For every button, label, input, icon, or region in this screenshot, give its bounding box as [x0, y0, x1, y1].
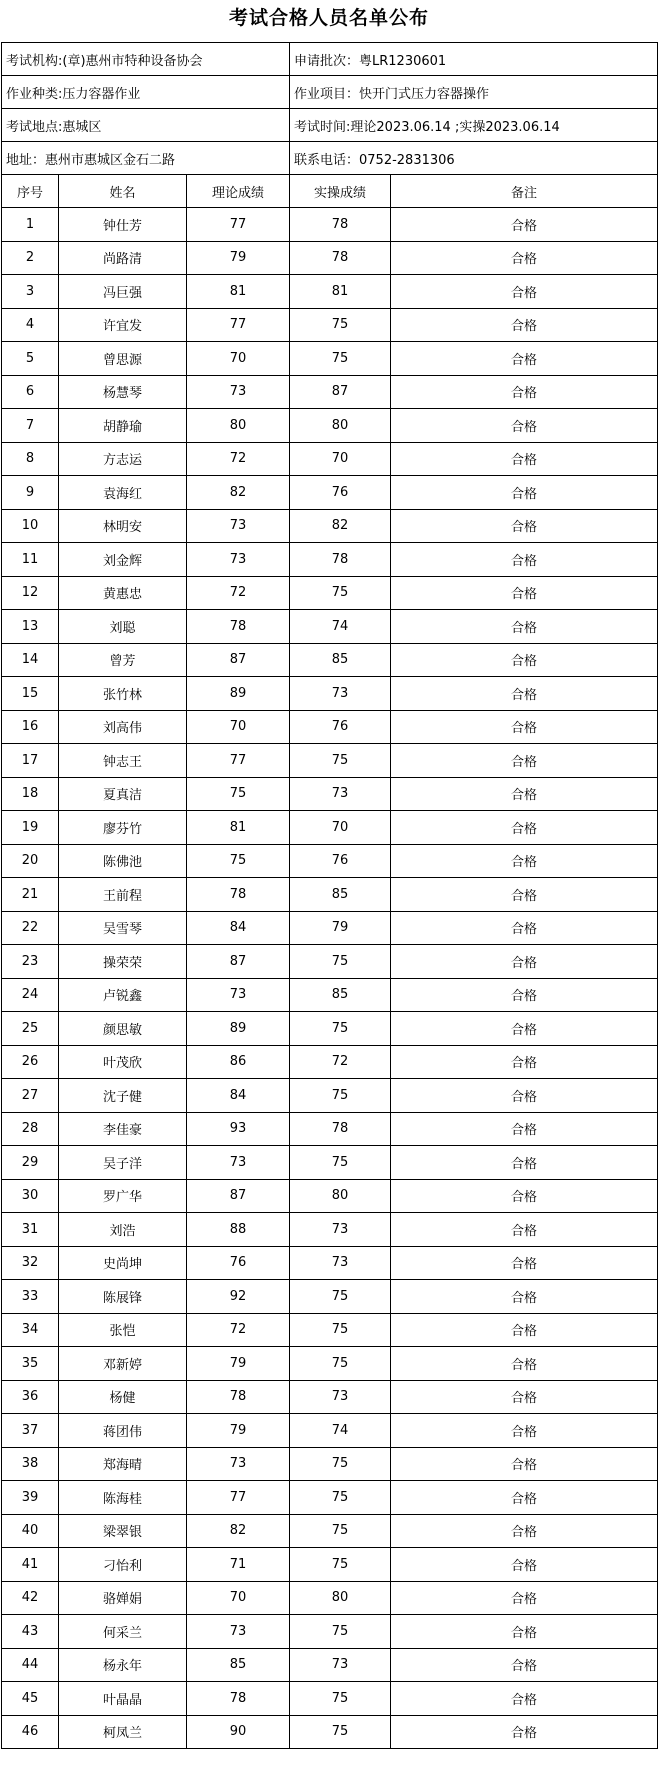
table-row	[2, 1380, 658, 1414]
cell-practical-score: 85	[290, 978, 391, 1012]
cell-index: 35	[2, 1347, 59, 1381]
cell-name: 柯凤兰	[59, 1715, 187, 1749]
cell-remark: 合格	[391, 1447, 658, 1481]
cell-practical-score: 75	[290, 1447, 391, 1481]
cell-theory-score: 89	[187, 1012, 290, 1046]
cell-remark: 合格	[391, 342, 658, 376]
cell-name: 钟志王	[59, 744, 187, 778]
cell-remark: 合格	[391, 476, 658, 510]
cell-index: 1	[2, 208, 59, 242]
cell-remark: 合格	[391, 543, 658, 577]
table-row	[2, 1414, 658, 1448]
contact-phone: 联系电话：0752-2831306	[290, 142, 658, 175]
cell-remark: 合格	[391, 1514, 658, 1548]
cell-index: 6	[2, 375, 59, 409]
cell-name: 陈海桂	[59, 1481, 187, 1515]
cell-remark: 合格	[391, 1045, 658, 1079]
cell-index: 18	[2, 777, 59, 811]
table-row	[2, 543, 658, 577]
cell-theory-score: 92	[187, 1280, 290, 1314]
cell-name: 钟仕芳	[59, 208, 187, 242]
cell-index: 46	[2, 1715, 59, 1749]
cell-practical-score: 75	[290, 1548, 391, 1582]
cell-index: 7	[2, 409, 59, 443]
cell-remark: 合格	[391, 1213, 658, 1247]
cell-remark: 合格	[391, 1581, 658, 1615]
table-row	[2, 476, 658, 510]
cell-theory-score: 77	[187, 1481, 290, 1515]
cell-index: 43	[2, 1615, 59, 1649]
cell-practical-score: 74	[290, 610, 391, 644]
cell-name: 林明安	[59, 509, 187, 543]
column-header-theory-score: 理论成绩	[187, 175, 290, 208]
exam-location: 考试地点:惠城区	[2, 109, 290, 142]
cell-practical-score: 80	[290, 409, 391, 443]
cell-remark: 合格	[391, 275, 658, 309]
column-header-name: 姓名	[59, 175, 187, 208]
cell-index: 22	[2, 911, 59, 945]
cell-index: 13	[2, 610, 59, 644]
table-row	[2, 576, 658, 610]
cell-theory-score: 82	[187, 1514, 290, 1548]
table-row	[2, 844, 658, 878]
table-row	[2, 1581, 658, 1615]
cell-name: 刘金辉	[59, 543, 187, 577]
cell-theory-score: 81	[187, 275, 290, 309]
cell-practical-score: 78	[290, 208, 391, 242]
cell-remark: 合格	[391, 878, 658, 912]
cell-name: 操荣荣	[59, 945, 187, 979]
cell-remark: 合格	[391, 1280, 658, 1314]
application-batch: 申请批次：粤LR1230601	[290, 43, 658, 76]
cell-practical-score: 73	[290, 777, 391, 811]
cell-index: 28	[2, 1112, 59, 1146]
table-row	[2, 1146, 658, 1180]
cell-name: 刘聪	[59, 610, 187, 644]
cell-remark: 合格	[391, 911, 658, 945]
cell-practical-score: 75	[290, 1481, 391, 1515]
cell-name: 胡静瑜	[59, 409, 187, 443]
cell-theory-score: 73	[187, 543, 290, 577]
cell-theory-score: 73	[187, 375, 290, 409]
address: 地址：惠州市惠城区金石二路	[2, 142, 290, 175]
cell-index: 37	[2, 1414, 59, 1448]
cell-remark: 合格	[391, 643, 658, 677]
cell-name: 郑海晴	[59, 1447, 187, 1481]
cell-theory-score: 72	[187, 576, 290, 610]
cell-remark: 合格	[391, 811, 658, 845]
cell-index: 21	[2, 878, 59, 912]
cell-theory-score: 81	[187, 811, 290, 845]
table-row	[2, 777, 658, 811]
table-row	[2, 1715, 658, 1749]
table-row	[2, 1682, 658, 1716]
cell-index: 41	[2, 1548, 59, 1582]
cell-index: 12	[2, 576, 59, 610]
cell-remark: 合格	[391, 375, 658, 409]
cell-theory-score: 75	[187, 844, 290, 878]
cell-index: 9	[2, 476, 59, 510]
table-row	[2, 1447, 658, 1481]
cell-index: 38	[2, 1447, 59, 1481]
cell-remark: 合格	[391, 945, 658, 979]
cell-name: 夏真洁	[59, 777, 187, 811]
cell-practical-score: 80	[290, 1581, 391, 1615]
cell-theory-score: 78	[187, 878, 290, 912]
cell-index: 16	[2, 710, 59, 744]
cell-index: 42	[2, 1581, 59, 1615]
cell-index: 26	[2, 1045, 59, 1079]
table-row	[2, 1112, 658, 1146]
cell-index: 29	[2, 1146, 59, 1180]
cell-theory-score: 85	[187, 1648, 290, 1682]
cell-practical-score: 75	[290, 1715, 391, 1749]
table-row	[2, 643, 658, 677]
cell-remark: 合格	[391, 1079, 658, 1113]
cell-name: 张恺	[59, 1313, 187, 1347]
cell-theory-score: 77	[187, 744, 290, 778]
cell-theory-score: 80	[187, 409, 290, 443]
cell-name: 刘高伟	[59, 710, 187, 744]
cell-theory-score: 90	[187, 1715, 290, 1749]
cell-theory-score: 71	[187, 1548, 290, 1582]
table-row	[2, 308, 658, 342]
cell-remark: 合格	[391, 610, 658, 644]
cell-practical-score: 81	[290, 275, 391, 309]
cell-theory-score: 77	[187, 308, 290, 342]
cell-index: 3	[2, 275, 59, 309]
cell-index: 15	[2, 677, 59, 711]
cell-theory-score: 73	[187, 978, 290, 1012]
cell-practical-score: 75	[290, 1280, 391, 1314]
table-row	[2, 1514, 658, 1548]
cell-name: 刁怡利	[59, 1548, 187, 1582]
cell-index: 2	[2, 241, 59, 275]
cell-practical-score: 85	[290, 878, 391, 912]
cell-practical-score: 76	[290, 844, 391, 878]
cell-practical-score: 75	[290, 1012, 391, 1046]
cell-practical-score: 75	[290, 1079, 391, 1113]
results-table	[1, 42, 658, 1749]
cell-remark: 合格	[391, 1347, 658, 1381]
cell-remark: 合格	[391, 1548, 658, 1582]
table-row	[2, 342, 658, 376]
cell-practical-score: 73	[290, 1648, 391, 1682]
table-row	[2, 1548, 658, 1582]
cell-remark: 合格	[391, 1615, 658, 1649]
cell-remark: 合格	[391, 1682, 658, 1716]
cell-remark: 合格	[391, 1313, 658, 1347]
table-row	[2, 1615, 658, 1649]
cell-index: 39	[2, 1481, 59, 1515]
cell-practical-score: 75	[290, 1146, 391, 1180]
table-row	[2, 241, 658, 275]
cell-name: 吴子洋	[59, 1146, 187, 1180]
table-header-row	[2, 175, 658, 208]
cell-name: 刘浩	[59, 1213, 187, 1247]
cell-remark: 合格	[391, 1715, 658, 1749]
cell-name: 叶茂欣	[59, 1045, 187, 1079]
cell-theory-score: 70	[187, 342, 290, 376]
table-row	[2, 509, 658, 543]
cell-name: 梁翠银	[59, 1514, 187, 1548]
table-row	[2, 1179, 658, 1213]
cell-remark: 合格	[391, 442, 658, 476]
table-row	[2, 375, 658, 409]
info-row	[2, 109, 658, 142]
table-row	[2, 978, 658, 1012]
cell-index: 5	[2, 342, 59, 376]
cell-practical-score: 76	[290, 476, 391, 510]
cell-theory-score: 73	[187, 1615, 290, 1649]
cell-practical-score: 75	[290, 945, 391, 979]
cell-index: 10	[2, 509, 59, 543]
cell-theory-score: 70	[187, 710, 290, 744]
table-row	[2, 1045, 658, 1079]
cell-index: 33	[2, 1280, 59, 1314]
cell-remark: 合格	[391, 1648, 658, 1682]
cell-name: 卢锐鑫	[59, 978, 187, 1012]
table-row	[2, 1246, 658, 1280]
cell-index: 30	[2, 1179, 59, 1213]
cell-theory-score: 82	[187, 476, 290, 510]
cell-name: 骆婵娟	[59, 1581, 187, 1615]
page-title: 考试合格人员名单公布	[228, 7, 429, 29]
cell-practical-score: 75	[290, 1615, 391, 1649]
cell-theory-score: 84	[187, 1079, 290, 1113]
cell-name: 尚路清	[59, 241, 187, 275]
cell-name: 陈佛池	[59, 844, 187, 878]
table-row	[2, 1280, 658, 1314]
cell-practical-score: 70	[290, 442, 391, 476]
cell-practical-score: 73	[290, 1213, 391, 1247]
cell-remark: 合格	[391, 844, 658, 878]
cell-name: 杨永年	[59, 1648, 187, 1682]
cell-practical-score: 72	[290, 1045, 391, 1079]
info-row	[2, 43, 658, 76]
cell-name: 黄惠忠	[59, 576, 187, 610]
cell-remark: 合格	[391, 744, 658, 778]
cell-index: 17	[2, 744, 59, 778]
table-row	[2, 1213, 658, 1247]
cell-theory-score: 79	[187, 1347, 290, 1381]
cell-practical-score: 75	[290, 1514, 391, 1548]
cell-index: 36	[2, 1380, 59, 1414]
cell-index: 14	[2, 643, 59, 677]
cell-name: 颜思敏	[59, 1012, 187, 1046]
work-category: 作业种类:压力容器作业	[2, 76, 290, 109]
table-row	[2, 409, 658, 443]
exam-organization: 考试机构:(章)惠州市特种设备协会	[2, 43, 290, 76]
cell-practical-score: 75	[290, 744, 391, 778]
table-row	[2, 1079, 658, 1113]
work-project: 作业项目：快开门式压力容器操作	[290, 76, 658, 109]
cell-practical-score: 75	[290, 308, 391, 342]
cell-index: 20	[2, 844, 59, 878]
cell-remark: 合格	[391, 1112, 658, 1146]
cell-theory-score: 87	[187, 643, 290, 677]
cell-remark: 合格	[391, 777, 658, 811]
cell-remark: 合格	[391, 1012, 658, 1046]
info-row	[2, 142, 658, 175]
cell-index: 45	[2, 1682, 59, 1716]
cell-index: 34	[2, 1313, 59, 1347]
cell-remark: 合格	[391, 978, 658, 1012]
cell-remark: 合格	[391, 1246, 658, 1280]
cell-name: 陈展锋	[59, 1280, 187, 1314]
cell-index: 32	[2, 1246, 59, 1280]
exam-time: 考试时间:理论2023.06.14 ;实操2023.06.14	[290, 109, 658, 142]
cell-theory-score: 86	[187, 1045, 290, 1079]
table-row	[2, 1313, 658, 1347]
cell-practical-score: 75	[290, 342, 391, 376]
table-row	[2, 610, 658, 644]
cell-practical-score: 79	[290, 911, 391, 945]
cell-remark: 合格	[391, 576, 658, 610]
cell-practical-score: 80	[290, 1179, 391, 1213]
table-row	[2, 945, 658, 979]
cell-theory-score: 87	[187, 945, 290, 979]
cell-name: 李佳豪	[59, 1112, 187, 1146]
column-header-remark: 备注	[391, 175, 658, 208]
info-row	[2, 76, 658, 109]
table-row	[2, 442, 658, 476]
cell-name: 罗广华	[59, 1179, 187, 1213]
cell-practical-score: 73	[290, 1380, 391, 1414]
cell-name: 袁海红	[59, 476, 187, 510]
cell-theory-score: 73	[187, 1146, 290, 1180]
cell-remark: 合格	[391, 1481, 658, 1515]
cell-remark: 合格	[391, 1414, 658, 1448]
cell-practical-score: 75	[290, 1682, 391, 1716]
cell-name: 史尚坤	[59, 1246, 187, 1280]
cell-remark: 合格	[391, 308, 658, 342]
cell-name: 冯巨强	[59, 275, 187, 309]
cell-theory-score: 79	[187, 1414, 290, 1448]
table-row	[2, 911, 658, 945]
cell-name: 蒋团伟	[59, 1414, 187, 1448]
cell-index: 11	[2, 543, 59, 577]
table-row	[2, 275, 658, 309]
cell-remark: 合格	[391, 409, 658, 443]
table-row	[2, 744, 658, 778]
table-row	[2, 811, 658, 845]
cell-theory-score: 89	[187, 677, 290, 711]
cell-theory-score: 84	[187, 911, 290, 945]
cell-practical-score: 73	[290, 677, 391, 711]
cell-theory-score: 78	[187, 1380, 290, 1414]
table-row	[2, 710, 658, 744]
cell-practical-score: 70	[290, 811, 391, 845]
cell-index: 24	[2, 978, 59, 1012]
cell-theory-score: 72	[187, 1313, 290, 1347]
table-row	[2, 1347, 658, 1381]
cell-index: 31	[2, 1213, 59, 1247]
cell-practical-score: 78	[290, 1112, 391, 1146]
table-row	[2, 1648, 658, 1682]
table-row	[2, 208, 658, 242]
cell-name: 曾思源	[59, 342, 187, 376]
cell-remark: 合格	[391, 509, 658, 543]
cell-practical-score: 78	[290, 241, 391, 275]
cell-remark: 合格	[391, 1146, 658, 1180]
cell-theory-score: 78	[187, 610, 290, 644]
cell-theory-score: 88	[187, 1213, 290, 1247]
cell-remark: 合格	[391, 241, 658, 275]
cell-remark: 合格	[391, 1380, 658, 1414]
cell-name: 方志运	[59, 442, 187, 476]
cell-name: 杨慧琴	[59, 375, 187, 409]
cell-theory-score: 93	[187, 1112, 290, 1146]
cell-index: 25	[2, 1012, 59, 1046]
cell-name: 叶晶晶	[59, 1682, 187, 1716]
cell-practical-score: 76	[290, 710, 391, 744]
cell-practical-score: 75	[290, 1313, 391, 1347]
cell-index: 4	[2, 308, 59, 342]
cell-index: 27	[2, 1079, 59, 1113]
cell-name: 邓新婷	[59, 1347, 187, 1381]
cell-index: 19	[2, 811, 59, 845]
cell-practical-score: 87	[290, 375, 391, 409]
cell-practical-score: 73	[290, 1246, 391, 1280]
cell-index: 44	[2, 1648, 59, 1682]
cell-theory-score: 77	[187, 208, 290, 242]
cell-name: 王前程	[59, 878, 187, 912]
cell-name: 何采兰	[59, 1615, 187, 1649]
cell-remark: 合格	[391, 208, 658, 242]
cell-name: 张竹林	[59, 677, 187, 711]
cell-practical-score: 82	[290, 509, 391, 543]
cell-name: 沈子健	[59, 1079, 187, 1113]
cell-practical-score: 75	[290, 1347, 391, 1381]
cell-theory-score: 73	[187, 1447, 290, 1481]
cell-remark: 合格	[391, 1179, 658, 1213]
table-row	[2, 1481, 658, 1515]
column-header-practical-score: 实操成绩	[290, 175, 391, 208]
cell-theory-score: 79	[187, 241, 290, 275]
cell-theory-score: 87	[187, 1179, 290, 1213]
cell-remark: 合格	[391, 710, 658, 744]
cell-index: 8	[2, 442, 59, 476]
cell-index: 23	[2, 945, 59, 979]
cell-theory-score: 75	[187, 777, 290, 811]
cell-theory-score: 73	[187, 509, 290, 543]
table-row	[2, 878, 658, 912]
cell-remark: 合格	[391, 677, 658, 711]
column-header-index: 序号	[2, 175, 59, 208]
cell-theory-score: 76	[187, 1246, 290, 1280]
cell-name: 许宜发	[59, 308, 187, 342]
cell-practical-score: 75	[290, 576, 391, 610]
cell-name: 吴雪琴	[59, 911, 187, 945]
table-row	[2, 1012, 658, 1046]
cell-index: 40	[2, 1514, 59, 1548]
cell-practical-score: 85	[290, 643, 391, 677]
cell-practical-score: 74	[290, 1414, 391, 1448]
cell-theory-score: 70	[187, 1581, 290, 1615]
cell-name: 曾芳	[59, 643, 187, 677]
cell-name: 杨健	[59, 1380, 187, 1414]
table-row	[2, 677, 658, 711]
cell-name: 廖芬竹	[59, 811, 187, 845]
cell-theory-score: 78	[187, 1682, 290, 1716]
cell-practical-score: 78	[290, 543, 391, 577]
cell-theory-score: 72	[187, 442, 290, 476]
